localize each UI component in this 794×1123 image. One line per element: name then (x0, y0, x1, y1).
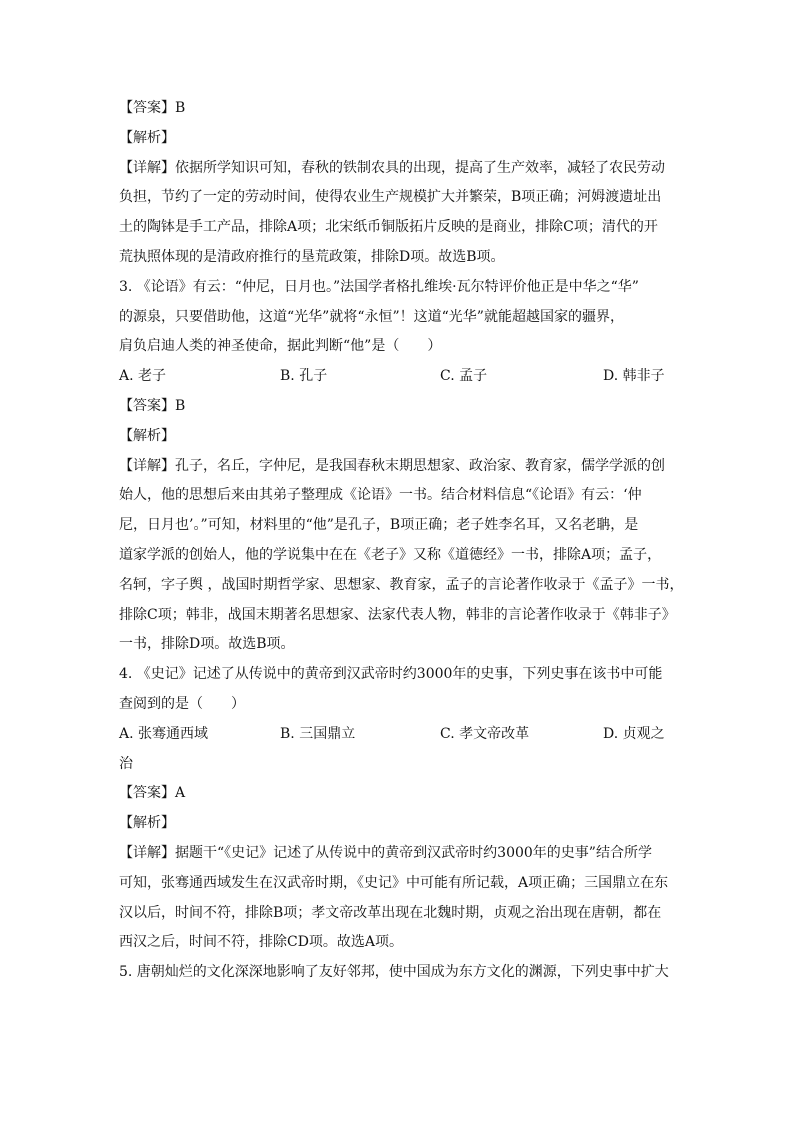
answer-label: 【答案】A (119, 785, 186, 802)
detail-line: 土的陶钵是手工产品，排除A项；北宋纸币铜版拓片反映的是商业，排除C项；清代的开 (119, 219, 658, 236)
detail-line: 荒执照体现的是清政府推行的垦荒政策，排除D项。故选B项。 (119, 248, 505, 265)
detail-line: 【详解】孔子，名丘，字仲尼，是我国春秋末期思想家、政治家、教育家，儒学学派的创 (119, 457, 665, 474)
question-stem: 5. 唐朝灿烂的文化深深地影响了友好邻邦，使中国成为东方文化的渊源，下列史事中扩大 (119, 964, 669, 981)
option-d: D. 韩非子 (603, 368, 665, 385)
answer-label: 【答案】B (119, 100, 186, 116)
answer-label: 【答案】B (119, 397, 186, 414)
detail-line: 西汉之后，时间不符，排除CD项。故选A项。 (119, 934, 404, 951)
option-d: D. 贞观之 (603, 725, 665, 742)
detail-line: 排除C项；韩非，战国末期著名思想家、法家代表人物，韩非的言论著作收录于《韩非子》 (119, 606, 676, 623)
option-b: B. 孔子 (280, 368, 328, 385)
detail-line: 【详解】据题干“《史记》记述了从传说中的黄帝到汉武帝时约3000年的史事”结合所学 (119, 844, 652, 861)
detail-line: 道家学派的创始人，他的学说集中在在《老子》又称《道德经》一书，排除A项；孟子， (119, 546, 662, 563)
question-stem: 4. 《史记》记述了从传说中的黄帝到汉武帝时约3000年的史事，下列史事在该书中可能 (119, 666, 663, 683)
document-body (119, 100, 684, 994)
question-stem: 3. 《论语》有云：“仲尼，日月也。”法国学者格扎维埃·瓦尔特评价他正是中华之“华” (119, 278, 639, 295)
detail-line: 始人，他的思想后来由其弟子整理成《论语》一书。结合材料信息“《论语》有云：‘仲 (119, 487, 642, 504)
detail-line: 可知，张骞通西域发生在汉武帝时期，《史记》中可能有所记载，A项正确；三国鼎立在东 (119, 874, 669, 891)
detail-line: 名轲，字子舆 ，战国时期哲学家、思想家、教育家，孟子的言论著作收录于《孟子》一书， (119, 576, 684, 593)
detail-line: 尼，日月也’。”可知，材料里的“他”是孔子，B项正确；老子姓李名耳，又名老聃，是 (119, 517, 639, 534)
option-a: A. 张骞通西域 (119, 725, 209, 742)
detail-line: 一书，排除D项。故选B项。 (119, 636, 295, 653)
analysis-label: 【解析】 (119, 815, 175, 832)
detail-line: 汉以后，时间不符，排除B项；孝文帝改革出现在北魏时期，贞观之治出现在唐朝，都在 (119, 904, 662, 921)
question-stem: 肩负启迪人类的神圣使命，据此判断“他”是（ ） (119, 338, 442, 355)
option-row (119, 726, 684, 742)
question-stem: 查阅到的是（ ） (119, 695, 245, 712)
detail-line: 【详解】依据所学知识可知，春秋的铁制农具的出现，提高了生产效率，减轻了农民劳动 (119, 159, 665, 176)
question-stem: 的源泉，只要借助他，这道“光华”就将“永恒”！这道“光华”就能超越国家的疆界， (119, 308, 624, 325)
option-row (119, 368, 684, 384)
option-wrap: 治 (119, 755, 133, 772)
detail-line: 负担，节约了一定的劳动时间，使得农业生产规模扩大并繁荣，B项正确；河姆渡遗址出 (119, 189, 662, 206)
option-c: C. 孟子 (440, 368, 488, 385)
analysis-label: 【解析】 (119, 427, 175, 444)
option-b: B. 三国鼎立 (280, 725, 356, 742)
option-c: C. 孝文帝改革 (440, 725, 530, 742)
analysis-label: 【解析】 (119, 129, 175, 146)
option-a: A. 老子 (119, 368, 167, 385)
